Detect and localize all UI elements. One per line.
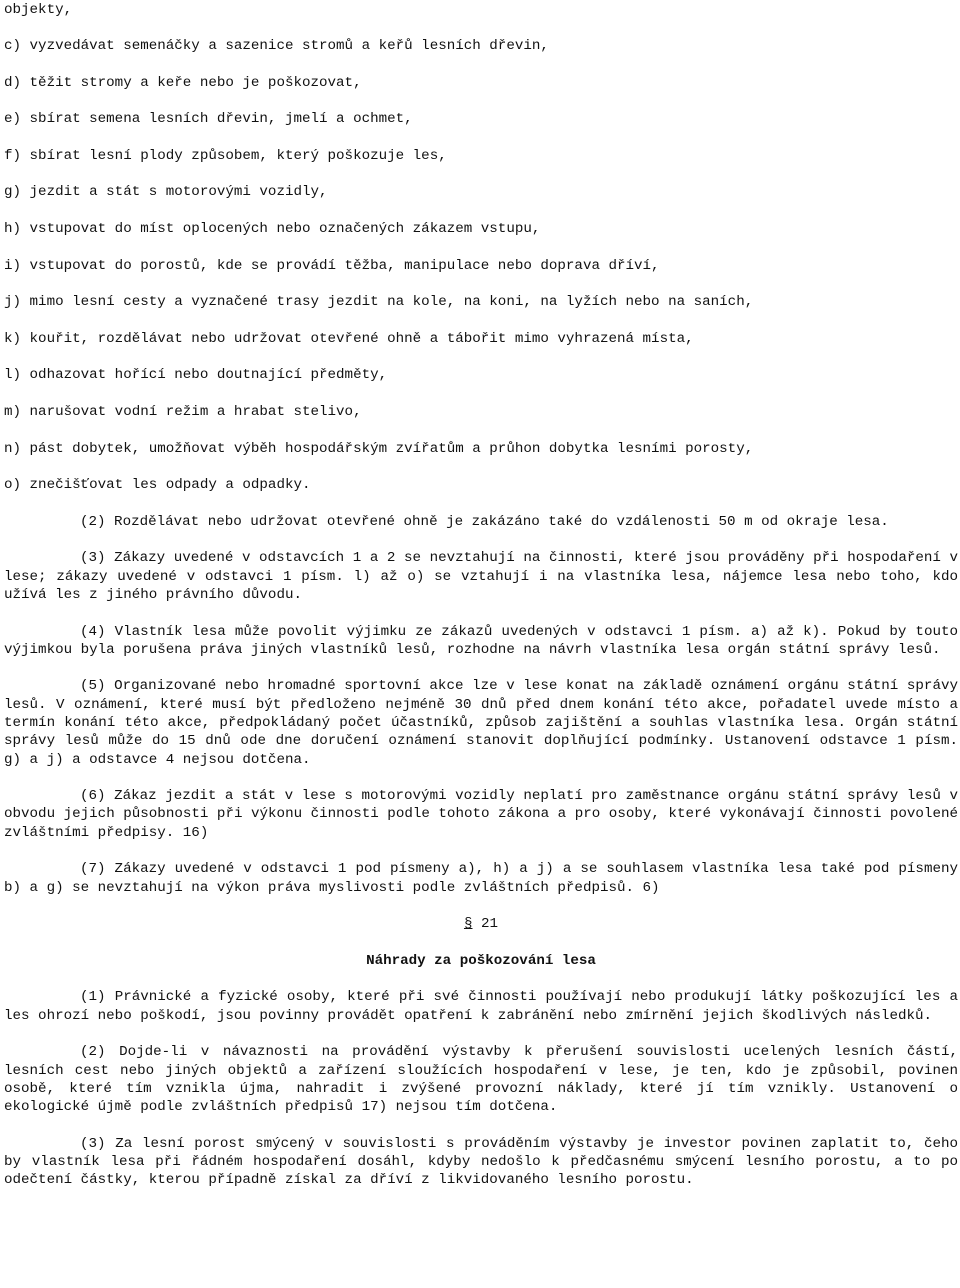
list-item: j) mimo lesní cesty a vyznačené trasy jezdit na kole, na koni, na lyžích nebo na saních, xyxy=(4,294,754,311)
list-item: m) narušovat vodní režim a hrabat stelivo, xyxy=(4,403,362,420)
section-number: 21 xyxy=(481,916,499,933)
list-item: h) vstupovat do míst oplocených nebo označených zákazem vstupu, xyxy=(4,220,541,237)
paragraph-4: (4) Vlastník lesa může povolit výjimku ze zákazů uvedených v odstavci 1 písm. a) až k). Pokud by touto výjimkou byla porušena práva jiných vlastníků lesů, rozhodne na návrh vlastníka lesa orgán státní správy lesů. xyxy=(4,623,958,658)
paragraph-2: (2) Rozdělávat nebo udržovat otevřené ohně je zakázáno také do vzdálenosti 50 m od okraje lesa. xyxy=(80,513,889,530)
section-paragraph-3: (3) Za lesní porost smýcený v souvislosti s prováděním výstavby je investor povinen zaplatit to, čeho by vlastník lesa při řádném hospodaření dosáhl, kdyby nedošlo k předčasnému smýcení lesního porostu, a to po odečtení částky, kterou případně získal za dříví z likvidovaného lesního porostu. xyxy=(4,1135,958,1189)
section-title: Náhrady za poškozování lesa xyxy=(366,952,596,969)
list-item: objekty, xyxy=(4,2,73,18)
document-page xyxy=(4,0,958,1208)
section-symbol: § xyxy=(463,916,473,933)
list-item: i) vstupovat do porostů, kde se provádí těžba, manipulace nebo doprava dříví, xyxy=(4,257,660,274)
paragraph-6: (6) Zákaz jezdit a stát v lese s motorovými vozidly neplatí pro zaměstnance orgánu státní správy lesů v obvodu jejich působnosti při výkonu činnosti podle tohoto zákona a pro osoby, které vykonávají činnosti povolené zvláštními předpisy. 16) xyxy=(4,788,958,841)
section-paragraph-1: (1) Právnické a fyzické osoby, které při své činnosti používají nebo produkují látky poškozující les a les ohrozí nebo poškodí, jsou povinny provádět opatření k zabránění nebo zmírnění jejich škodlivých následků. xyxy=(4,989,958,1024)
list-item: n) pást dobytek, umožňovat výběh hospodářským zvířatům a průhon dobytka lesními porosty, xyxy=(4,440,754,457)
paragraph-7: (7) Zákazy uvedené v odstavci 1 pod písmeny a), h) a j) a se souhlasem vlastníka lesa také pod písmeny b) a g) se nevztahují na výkon práva myslivosti podle zvláštních předpisů. 6) xyxy=(4,861,958,896)
list-item: g) jezdit a stát s motorovými vozidly, xyxy=(4,184,328,201)
list-item: k) kouřit, rozdělávat nebo udržovat otevřené ohně a tábořit mimo vyhrazená místa, xyxy=(4,330,694,347)
section-paragraph-2: (2) Dojde-li v návaznosti na provádění výstavby k přerušení souvislosti ucelených lesních částí, lesních cest nebo jiných objektů a zařízení sloužících hospodaření v lese, je ten, kdo je způsobil, povinen osobě, které tím vznikla újma, nahradit i zvýšené provozní náklady, které jí tím vznikly. Ustanovení o ekologické újmě podle zvláštních předpisů 17) nejsou tím dotčena. xyxy=(4,1044,958,1116)
list-item: c) vyzvedávat semenáčky a sazenice stromů a keřů lesních dřevin, xyxy=(4,38,549,54)
list-item: l) odhazovat hořící nebo doutnající předměty, xyxy=(4,367,388,384)
list-item: o) znečišťovat les odpady a odpadky. xyxy=(4,477,311,494)
list-item: d) těžit stromy a keře nebo je poškozovat, xyxy=(4,74,362,91)
list-item: e) sbírat semena lesních dřevin, jmelí a ochmet, xyxy=(4,111,413,128)
paragraph-5: (5) Organizované nebo hromadné sportovní akce lze v lese konat na základě oznámení orgánu státní správy lesů. V oznámení, které musí být předloženo nejméně 30 dnů před dnem konání této akce, pořadatel uvede místo a termín konání této akce, předpokládaný počet účastníků, způsob zajištění a souhlas vlastníka lesa. Orgán státní správy lesů může do 15 dnů ode dne doručení oznámení stanovit doplňující podmínky. Ustanovení odstavce 1 písm. g) a j) a odstavce 4 nejsou dotčena. xyxy=(4,678,958,768)
list-item: f) sbírat lesní plody způsobem, který poškozuje les, xyxy=(4,147,447,164)
paragraph-3: (3) Zákazy uvedené v odstavcích 1 a 2 se nevztahují na činnosti, které jsou prováděny při hospodaření v lese; zákazy uvedené v odstavci 1 písm. l) až o) se vztahují i na vlastníka lesa, nájemce lesa nebo toho, kdo užívá les z jiného právního důvodu. xyxy=(4,550,958,603)
section-heading xyxy=(4,915,958,933)
